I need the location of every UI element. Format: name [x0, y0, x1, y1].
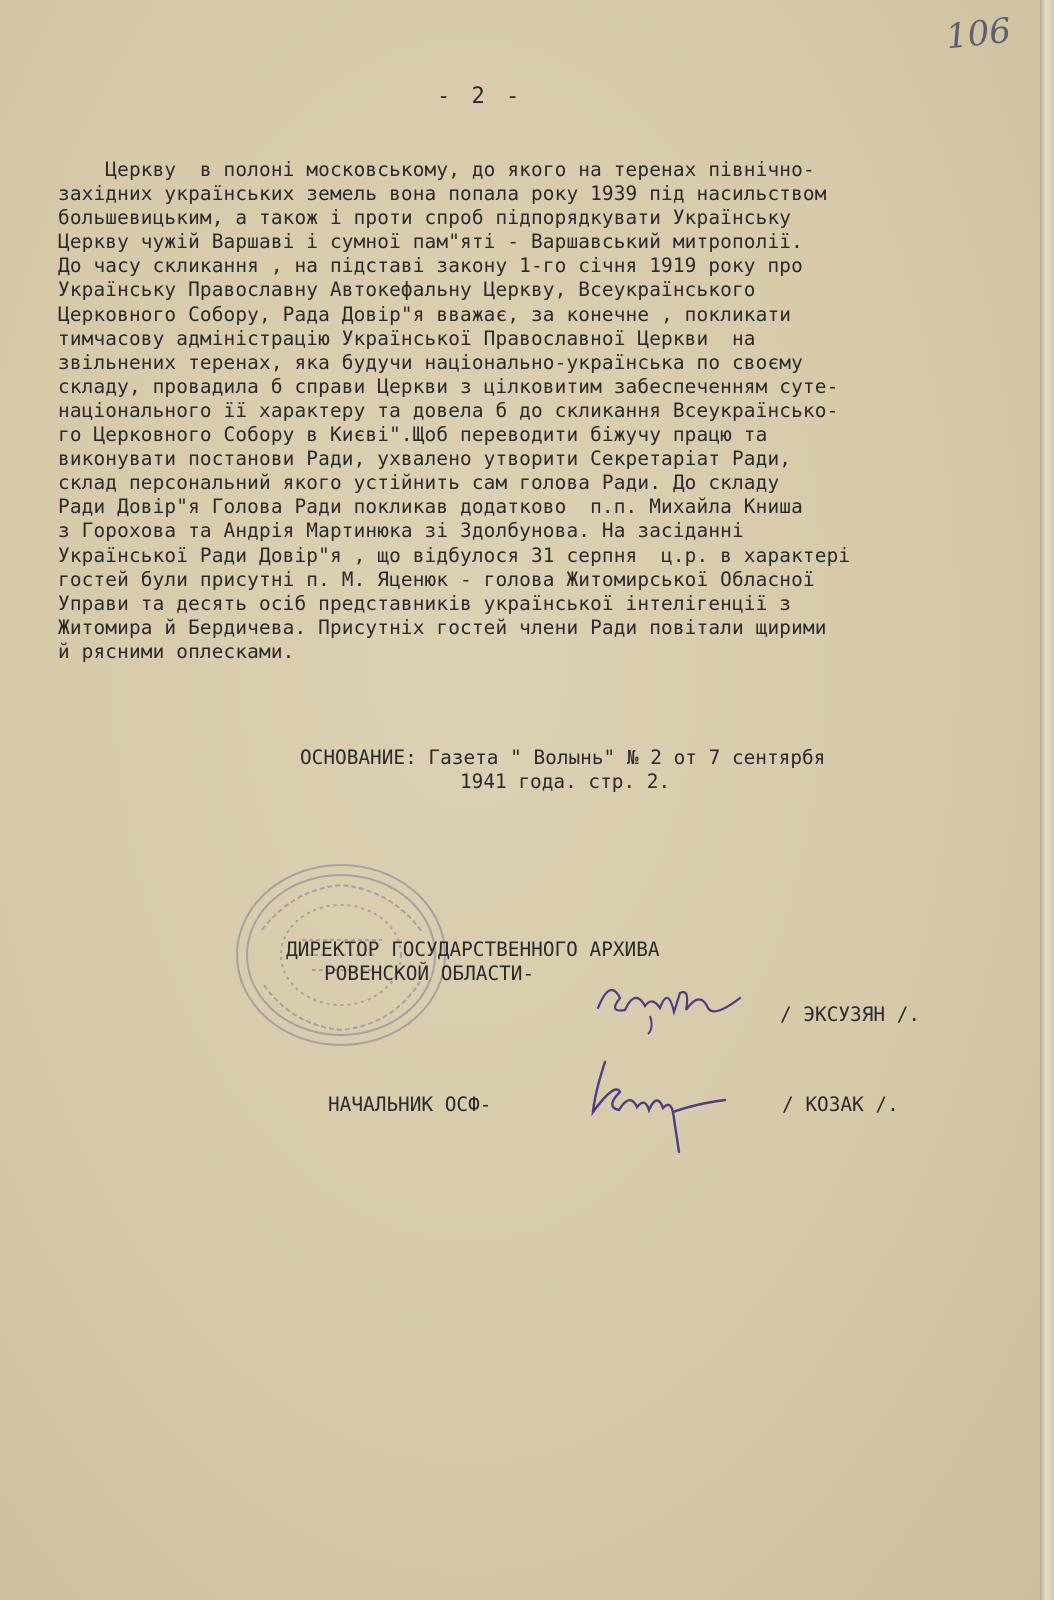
- page-edge: [1040, 0, 1054, 1600]
- text-line: західних українських земель вона попала року 1939 під насильством: [58, 182, 827, 206]
- source-line: 1941 года. стр. 2.: [460, 770, 671, 793]
- text-line: Церковного Собору, Рада Довір"я вважає, за конечне , покликати: [58, 302, 792, 326]
- chief-title: НАЧАЛЬНИК ОСФ-: [328, 1093, 492, 1116]
- text-line: з Горохова та Андрія Мартинюка зі Здолбунова. На засіданні: [58, 519, 744, 543]
- director-region: РОВЕНСКОЙ ОБЛАСТИ-: [324, 962, 535, 985]
- director-title: ДИРЕКТОР ГОСУДАРСТВЕННОГО АРХИВА: [286, 938, 660, 961]
- text-line: Українську Православну Автокефальну Церкву, Всеукраїнського: [58, 278, 756, 302]
- text-line: Ради Довір"я Голова Ради покликав додатково п.п. Михайла Книша: [58, 495, 803, 519]
- text-line: гостей були присутні п. М. Яценюк - голова Житомирської Обласної: [58, 567, 815, 591]
- text-line: большевицьким, а також і проти спроб підпорядкувати Українську: [58, 206, 792, 230]
- text-line: звільнених теренах, яка будучи національно-українська по своєму: [58, 350, 803, 374]
- text-line: виконувати постанови Ради, ухвалено утворити Секретаріат Ради,: [58, 447, 792, 471]
- source-reference: [300, 746, 825, 794]
- director-handwritten-signature: [590, 968, 750, 1038]
- text-line: Церкву чужій Варшаві і сумної пам"яті - Варшавський митрополії.: [58, 230, 803, 254]
- chief-handwritten-signature: [575, 1052, 745, 1172]
- text-line: й рясними оплесками.: [58, 639, 295, 663]
- text-line: тимчасову адміністрацію Української Православної Церкви на: [58, 326, 756, 350]
- text-line: склад персональний якого устійнить сам голова Ради. До складу: [58, 471, 780, 495]
- text-line: го Церковного Собору в Києві".Щоб переводити біжучу працю та: [58, 423, 768, 447]
- source-line: ОСНОВАНИЕ: Газета " Волынь" № 2 от 7 сентярбя: [300, 746, 826, 769]
- body-paragraph: [58, 158, 850, 664]
- director-name: / ЭКСУЗЯН /.: [780, 1003, 921, 1026]
- text-line: Церкву в полоні московському, до якого на теренах північно-: [58, 158, 815, 181]
- text-line: національного її характеру та довела б до скликання Всеукраїнсько-: [58, 398, 839, 422]
- archive-sheet-number: 106: [944, 10, 1013, 58]
- text-line: Управи та десять осіб представників української інтелігенції з: [58, 591, 792, 615]
- page-number: - 2 -: [437, 84, 524, 109]
- text-line: Житомира й Бердичева. Присутніх гостей члени Ради повітали щирими: [58, 615, 827, 639]
- text-line: До часу скликання , на підставі закону 1-го січня 1919 року про: [58, 254, 803, 278]
- text-line: Української Ради Довір"я , що відбулося 31 серпня ц.р. в характері: [58, 543, 851, 567]
- text-line: складу, провадила б справи Церкви з цілковитим забеспеченням суте-: [58, 374, 839, 398]
- chief-name: / КОЗАК /.: [782, 1093, 899, 1116]
